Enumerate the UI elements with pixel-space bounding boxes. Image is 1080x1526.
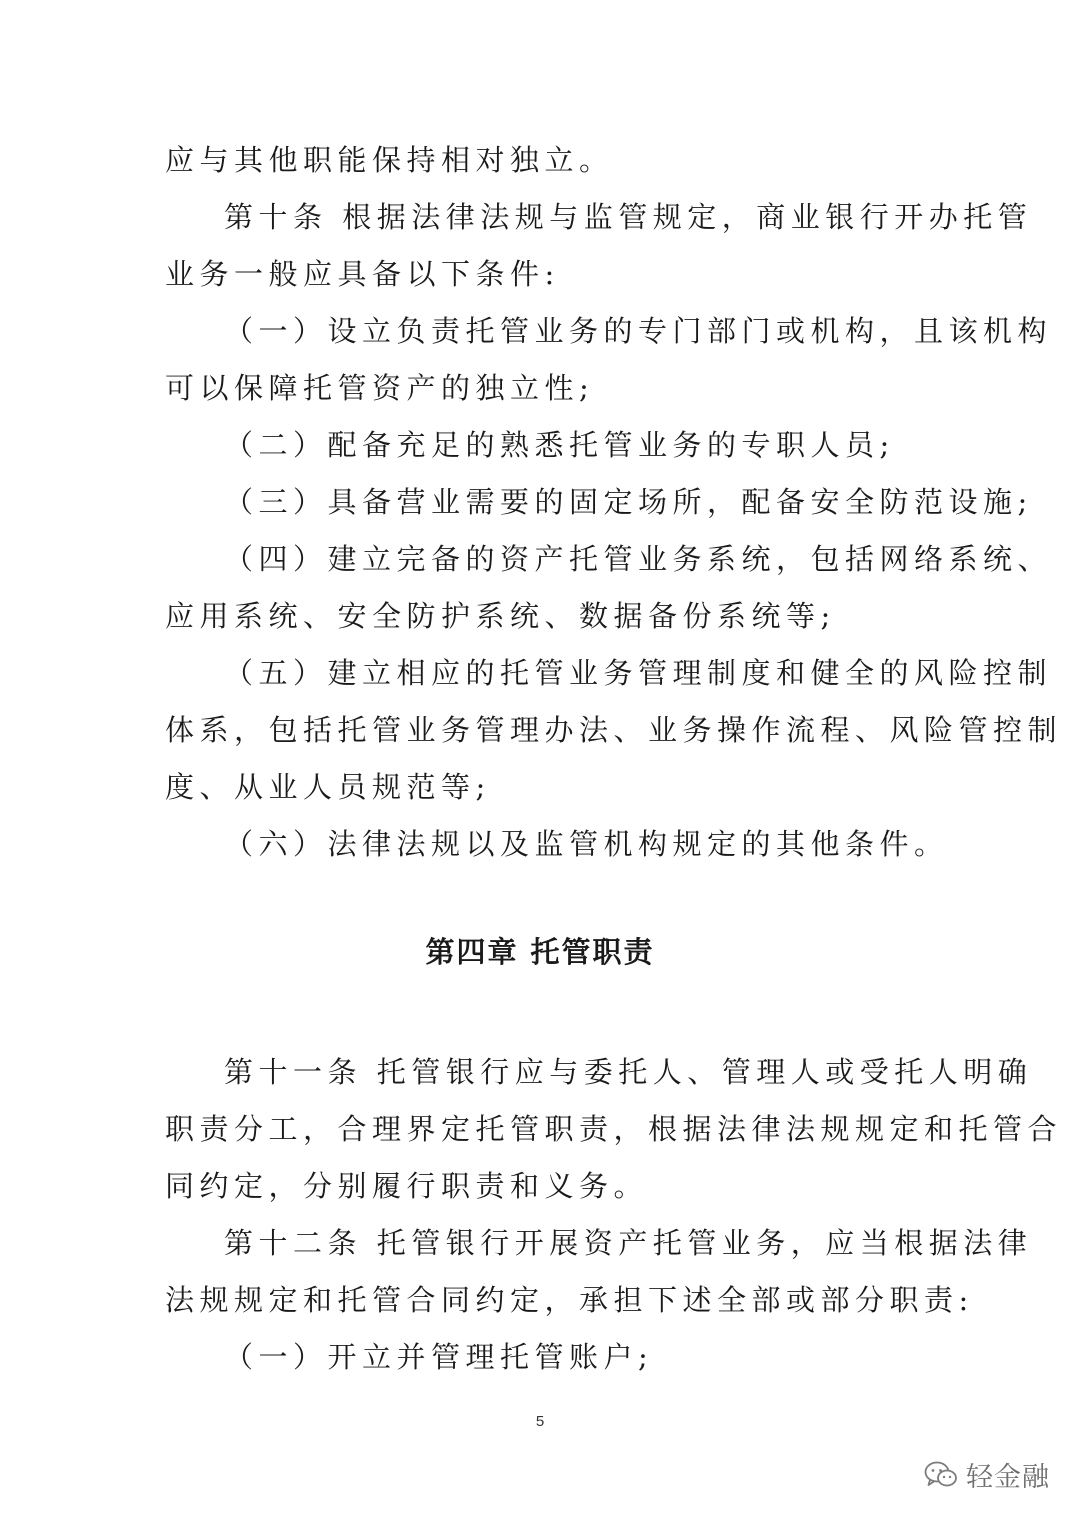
text-line: 法规规定和托管合同约定，承担下述全部或部分职责: <box>165 1283 974 1317</box>
watermark-text: 轻金融 <box>966 1462 1050 1493</box>
text-line: 第十二条 托管银行开展资产托管业务，应当根据法律 <box>224 1226 1033 1260</box>
watermark <box>924 1455 1050 1494</box>
text-line: （二）配备充足的熟悉托管业务的专职人员; <box>224 428 895 462</box>
text-line: （三）具备营业需要的固定场所，配备安全防范设施; <box>224 485 1033 519</box>
text-line: 第十条 根据法律法规与监管规定，商业银行开办托管 <box>224 200 1033 234</box>
text-line: 度、从业人员规范等; <box>165 770 491 804</box>
text-line: 业务一般应具备以下条件: <box>165 257 560 291</box>
page-number: 5 <box>535 1413 545 1430</box>
text-line: （一）开立并管理托管账户; <box>224 1340 654 1374</box>
text-line: 职责分工，合理界定托管职责，根据法律法规规定和托管合 <box>165 1112 1063 1146</box>
text-line: 可以保障托管资产的独立性; <box>165 371 595 405</box>
text-line: （六）法律法规以及监管机构规定的其他条件。 <box>224 827 949 861</box>
text-line: 应与其他职能保持相对独立。 <box>165 143 614 177</box>
text-line: （五）建立相应的托管业务管理制度和健全的风险控制 <box>224 656 1053 690</box>
text-line: （四）建立完备的资产托管业务系统，包括网络系统、 <box>224 542 1053 576</box>
text-line: 第十一条 托管银行应与委托人、管理人或受托人明确 <box>224 1055 1033 1089</box>
chapter-heading: 第四章 托管职责 <box>425 935 655 969</box>
text-line: 体系，包括托管业务管理办法、业务操作流程、风险管控制 <box>165 713 1063 747</box>
text-line: 同约定，分别履行职责和义务。 <box>165 1169 649 1203</box>
text-line: 应用系统、安全防护系统、数据备份系统等; <box>165 599 836 633</box>
text-line: （一）设立负责托管业务的专门部门或机构，且该机构 <box>224 314 1053 348</box>
wechat-icon <box>924 1461 958 1489</box>
